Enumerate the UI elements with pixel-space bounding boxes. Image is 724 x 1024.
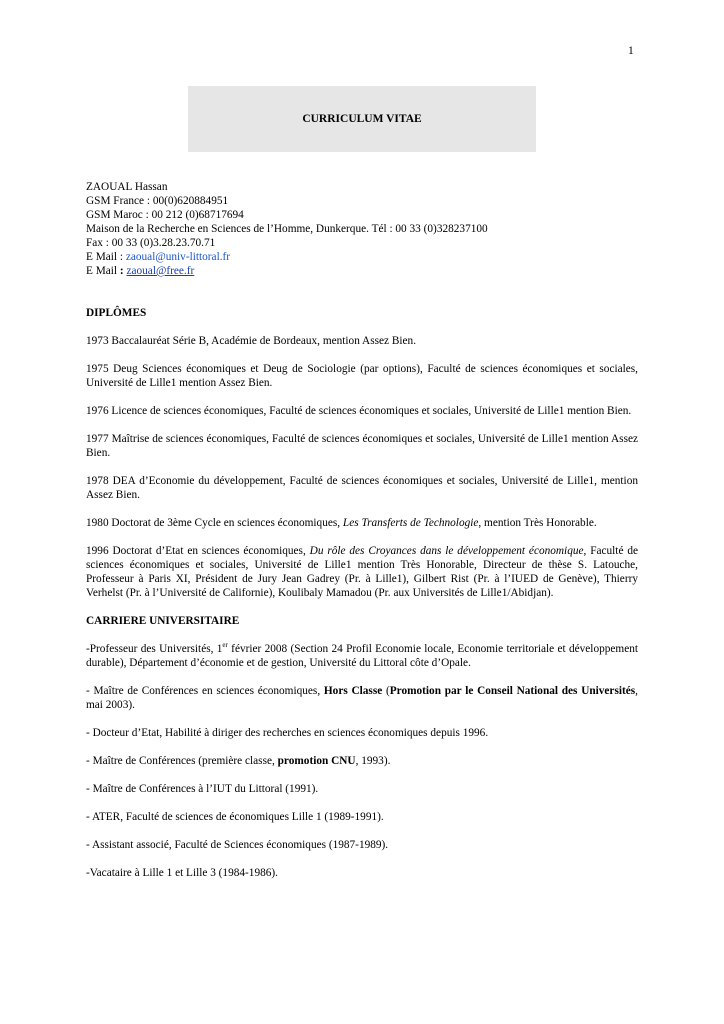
career-text: -Professeur des Universités, 1 [86,643,223,655]
document-title: CURRICULUM VITAE [302,113,422,125]
career-bold: Promotion par le Conseil National des Universités [389,685,636,697]
diplome-item: 1978 DEA d’Economie du développement, Faculté de sciences économiques et sociales, Université de Lille1, mention Assez Bien. [86,475,638,501]
career-item: - Assistant associé, Faculté de Sciences économiques (1987-1989). [86,839,389,851]
diplome-text: 1980 Doctorat de 3ème Cycle en sciences économiques, [86,517,343,529]
career-text: - Maître de Conférences (première classe, [86,755,278,767]
career-text: février 2008 (Section 24 Profil Economie locale, Economie territoriale et développement durable), Département d’économie et de gestion, Université du Littoral côte d’Opale. [86,643,638,669]
diplome-item [86,544,638,600]
page-number: 1 [628,45,634,57]
contact-name: ZAOUAL Hassan [86,181,168,193]
contact-block [86,180,638,278]
thesis-title: Du rôle des Croyances dans le développement économique [309,545,584,557]
career-item [86,684,638,712]
contact-address: Maison de la Recherche en Sciences de l’Homme, Dunkerque. Tél : 00 33 (0)328237100 [86,223,488,235]
career-text: ( [382,685,390,697]
diplome-item: 1977 Maîtrise de sciences économiques, Faculté de sciences économiques et sociales, Université de Lille1 mention Assez Bien. [86,433,638,459]
email-colon: : [119,265,127,277]
diplome-item: 1973 Baccalauréat Série B, Académie de Bordeaux, mention Assez Bien. [86,335,417,347]
contact-email-2 [86,264,638,278]
diplome-item: 1976 Licence de sciences économiques, Faculté de sciences économiques et sociales, Université de Lille1 mention Bien. [86,405,632,417]
title-banner [188,86,536,152]
career-bold: promotion CNU [277,755,356,767]
career-item: - Maître de Conférences à l’IUT du Littoral (1991). [86,783,319,795]
contact-gsm-maroc: GSM Maroc : 00 212 (0)68717694 [86,209,244,221]
email-label: E Mail : [86,251,126,263]
diplome-text: , Faculté de sciences économiques et sociales, Université de Lille1 mention Très Honorable, Directeur de thèse S. Latouche, Professeur à Paris XI, Président de Jury Jean Gadrey (Pr. à Lille1), Gilbert Rist (Pr. à l’IUED de Genève), Thierry Verhelst (Pr. à l’Université de Californie), Koulibaly Mamadou (Pr. aux Universités de Lille1/Abidjan). [86,545,638,599]
diplome-item: 1975 Deug Sciences économiques et Deug de Sociologie (par options), Faculté de sciences économiques et sociales, Université de Lille1 mention Assez Bien. [86,363,638,389]
diplome-text: , mention Très Honorable. [478,517,597,529]
career-item: - ATER, Faculté de sciences de économiques Lille 1 (1989-1991). [86,811,384,823]
career-text: , mai 2003). [86,685,638,711]
superscript: er [222,641,228,650]
contact-fax: Fax : 00 33 (0)3.28.23.70.71 [86,237,216,249]
thesis-title: Les Transferts de Technologie [342,517,479,529]
career-bold: Hors Classe [323,685,383,697]
diplomes-heading: DIPLÔMES [86,307,147,319]
career-text: , 1993). [355,755,391,767]
cv-body [86,180,638,880]
career-item [86,642,638,670]
diplome-item [86,516,638,530]
email-link-1[interactable]: zaoual@univ-littoral.fr [125,251,231,263]
career-text: - Maître de Conférences en sciences économiques, [86,685,324,697]
email-link-2[interactable]: zaoual@free.fr [126,265,195,277]
diplome-text: 1996 Doctorat d’Etat en sciences économiques, [86,545,310,557]
career-item [86,754,638,768]
email-label: E Mail [86,265,120,277]
career-item: - Docteur d’Etat, Habilité à diriger des recherches en sciences économiques depuis 1996. [86,727,489,739]
contact-gsm-france: GSM France : 00(0)620884951 [86,195,229,207]
contact-email-1 [86,250,638,264]
carriere-heading: CARRIERE UNIVERSITAIRE [86,615,240,627]
career-item: -Vacataire à Lille 1 et Lille 3 (1984-1986). [86,867,278,879]
